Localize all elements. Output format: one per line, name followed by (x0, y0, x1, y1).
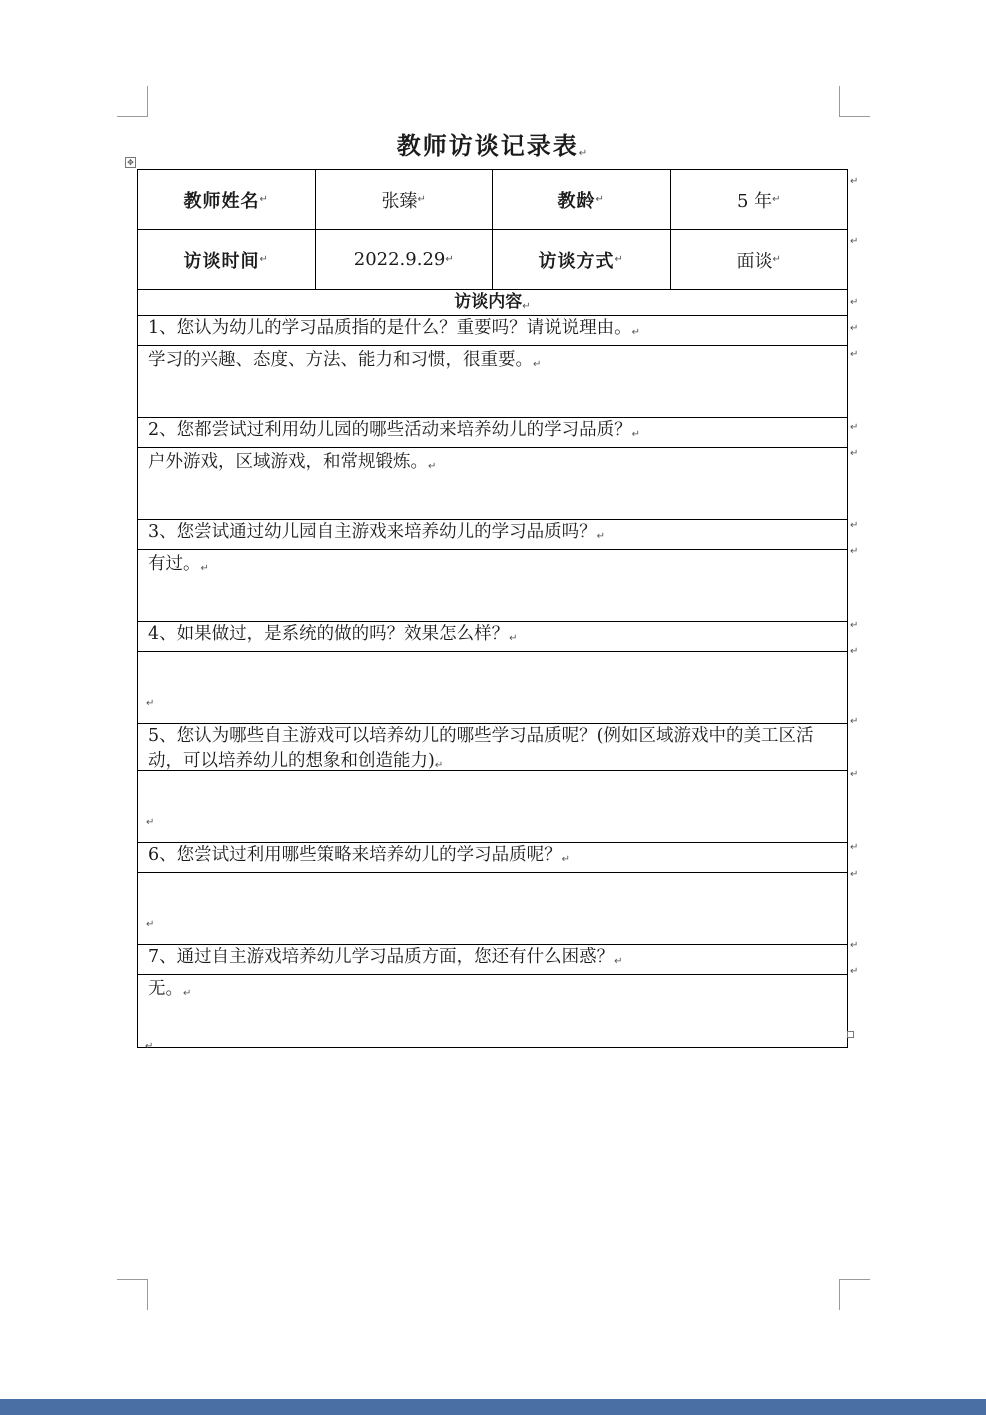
answer-6[interactable]: ↵ (138, 873, 847, 945)
answer-7[interactable]: 无。↵ (148, 979, 192, 999)
paragraph-mark: ↵ (578, 148, 590, 159)
answer-4[interactable]: ↵ (138, 652, 847, 724)
question-1: 1、您认为幼儿的学习品质指的是什么？重要吗？请说说理由。↵ (138, 316, 847, 346)
crop-mark-top-left (117, 86, 148, 117)
page-title: 教师访谈记录表↵ (396, 132, 590, 160)
teacher-name-value[interactable]: 张臻 ↵ (316, 170, 494, 229)
info-row-teacher (138, 170, 847, 230)
interview-time-label: 访谈时间 ↵ (138, 230, 316, 289)
table-move-handle-icon[interactable]: ✥ (125, 157, 136, 168)
interview-mode-value[interactable]: 面谈 ↵ (736, 250, 781, 272)
interview-mode-label: 访谈方式 ↵ (493, 230, 671, 289)
answer-1[interactable]: 学习的兴趣、态度、方法、能力和习惯，很重要。↵ (138, 346, 847, 418)
end-of-row-marks: ↵ ↵ ↵ ↵ ↵ ↵ ↵ ↵ ↵ ↵ ↵ ↵ ↵ ↵ ↵ ↵ ↵ (850, 176, 859, 977)
question-2: 2、您都尝试过利用幼儿园的哪些活动来培养幼儿的学习品质？↵ (138, 418, 847, 448)
teacher-name-label: 教师姓名 ↵ (138, 170, 316, 229)
question-3: 3、您尝试通过幼儿园自主游戏来培养幼儿的学习品质吗？↵ (138, 520, 847, 550)
trailing-paragraph-mark: ↵ (145, 1041, 154, 1052)
answer-3[interactable]: 有过。↵ (138, 550, 847, 622)
question-7: 7、通过自主游戏培养幼儿学习品质方面，您还有什么困惑？↵ (138, 945, 847, 975)
interview-time-value[interactable]: 2022.9.29 ↵ (316, 230, 494, 289)
interview-form-table (137, 169, 848, 1048)
table-resize-handle[interactable] (847, 1031, 854, 1038)
question-6: 6、您尝试过利用哪些策略来培养幼儿的学习品质呢？↵ (138, 843, 847, 873)
info-row-interview (138, 230, 847, 290)
window-bottom-bar (0, 1399, 986, 1415)
answer-5[interactable]: ↵ (138, 771, 847, 843)
question-5: 5、您认为哪些自主游戏可以培养幼儿的哪些学习品质呢？(例如区域游戏中的美工区活动，可以培养幼儿的想象和创造能力)↵ (138, 724, 847, 771)
teaching-years-value[interactable]: 5 年 ↵ (736, 190, 781, 212)
question-4: 4、如果做过，是系统的做的吗？效果怎么样？↵ (138, 622, 847, 652)
crop-mark-bottom-left (117, 1279, 148, 1310)
teaching-years-label: 教龄 ↵ (493, 170, 671, 229)
answer-2[interactable]: 户外游戏，区域游戏，和常规锻炼。↵ (138, 448, 847, 520)
interview-content-heading: 访谈内容↵ (138, 290, 847, 316)
